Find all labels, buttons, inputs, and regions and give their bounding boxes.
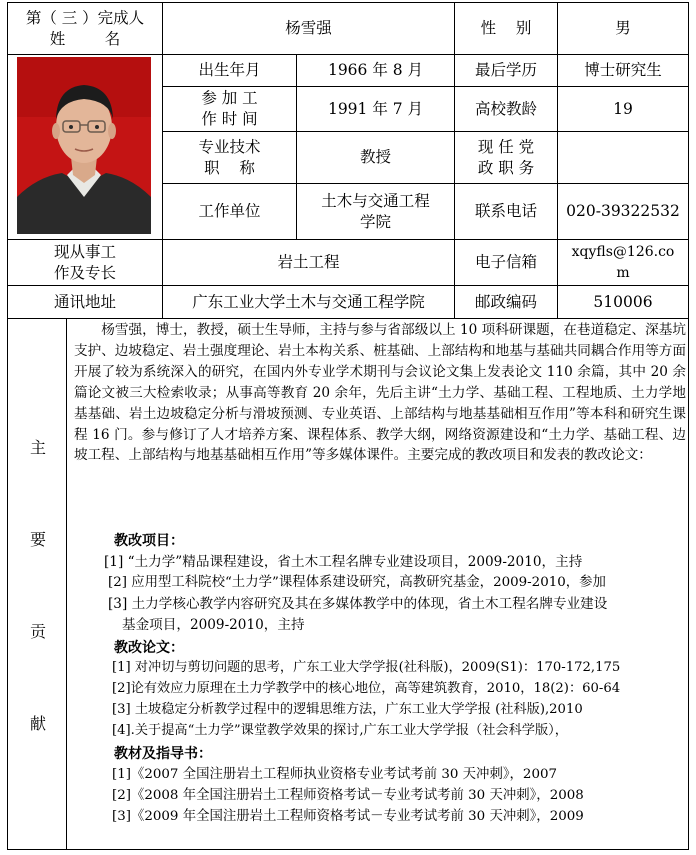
project-item-1: [1] “土力学”精品课程建设，省土木工程名牌专业建设项目，2009-2010，主持 — [104, 553, 583, 570]
unit-value-1: 土木与交通工程 — [321, 191, 430, 210]
field-value: 岩土工程 — [277, 253, 340, 271]
title-value: 教授 — [359, 148, 391, 166]
teaching-years-label: 高校教龄 — [474, 99, 537, 118]
post-label-1: 现 任 党 — [477, 137, 535, 156]
field-label — [8, 240, 162, 285]
field-label-2: 作及专长 — [53, 263, 116, 282]
birth-value: 1966 年 8 月 — [327, 61, 424, 79]
unit-value — [297, 184, 454, 239]
name-label-line2: 姓 名 — [49, 29, 121, 48]
book-item-2: [2]《2008 年全国注册岩土工程师资格考试－专业考试考前 30 天冲刺》，2008 — [112, 787, 584, 803]
contrib-side-2: 要 — [29, 530, 46, 549]
teaching-years-value: 19 — [613, 99, 633, 118]
contrib-paragraph: 杨雪强，博士，教授，硕士生导师，主持与参与省部级以上 10 项科研课题，在巷道稳定、深基坑支护、边坡稳定、岩土强度理论、岩土本构关系、桩基础、上部结构和地基与基础共同耦合作用等方面开展了较为系统深入的研究，在国内外专业学术期刊与会议论文集上发表论文 110 余篇，其中 20 余篇论文被三大检索收录；从事高等教育 20 余年，先后主讲“土力学、基础工程、工程地质、土力学地基基础、岩土边坡稳定分析与滑坡预测、专业英语、上部结构与地基基础相互作用”等本科和研究生课程 16 门。参与修订了人才培养方案、课程体系、教学大纲，网络资源建设和“土力学、基础工程、边坡工程、上部结构与地基基础相互作用”等多媒体课件。主要完成的教改项目和发表的教改论文： — [74, 322, 686, 464]
post-label — [455, 132, 557, 183]
gender-label: 性 别 — [480, 19, 532, 37]
address-label: 通讯地址 — [53, 292, 116, 311]
title-label-1: 专业技术 — [198, 137, 261, 156]
contrib-side-4: 献 — [29, 714, 46, 733]
project-item-3b: 基金项目，2009-2010，主持 — [122, 616, 305, 633]
unit-label: 工作单位 — [198, 202, 261, 220]
degree-label: 最后学历 — [474, 61, 537, 79]
postcode-label: 邮政编码 — [474, 292, 537, 311]
book-item-3: [3]《2009 年全国注册岩土工程师资格考试－专业考试考前 30 天冲刺》，2009 — [112, 808, 584, 824]
heading-papers: 教改论文： — [114, 639, 184, 656]
contrib-side-3: 贡 — [29, 622, 46, 641]
contrib-body — [74, 320, 686, 828]
heading-books: 教材及指导书： — [114, 746, 212, 763]
heading-projects: 教改项目： — [114, 533, 184, 549]
birth-label: 出生年月 — [198, 61, 261, 79]
book-item-1: [1]《2007 全国注册岩土工程师执业资格专业考试考前 30 天冲刺》，2007 — [112, 766, 557, 782]
post-value — [558, 132, 688, 183]
email-value-2: m — [616, 264, 630, 281]
paper-item-1: [1] 对冲切与剪切问题的思考，广东工业大学学报(社科版)，2009(S1)：170-172,175 — [112, 660, 621, 676]
project-item-2: [2] 应用型工科院校“土力学”课程体系建设研究，高教研究基金，2009-2010，参加 — [108, 574, 606, 590]
gender-value: 男 — [615, 19, 631, 37]
paper-item-2: [2]论有效应力原理在土力学教学中的核心地位，高等建筑教育，2010，18(2)：60-64 — [112, 681, 621, 697]
phone-value: 020-39322532 — [566, 202, 680, 220]
paper-item-4: [4].关于提高“土力学”课堂教学效果的探讨,广东工业大学学报（社会科学版）， — [112, 723, 568, 739]
project-item-3a: [3] 土力学核心教学内容研究及其在多媒体教学中的体现，省土木工程名牌专业建设 — [108, 595, 608, 612]
name-label — [8, 3, 162, 54]
contrib-side-1: 主 — [29, 438, 46, 457]
paper-item-3: [3] 土坡稳定分析教学过程中的逻辑思维方法，广东工业大学学报 (社科版),2010 — [112, 702, 583, 718]
work-start-value: 1991 年 7 月 — [327, 99, 424, 118]
email-label: 电子信箱 — [474, 253, 537, 271]
address-value: 广东工业大学土木与交通工程学院 — [192, 292, 425, 311]
work-start-label-1: 参 加 工 — [201, 89, 258, 107]
work-start-label — [163, 87, 296, 131]
email-value-1: xqyfls@126.co — [571, 243, 675, 260]
title-label-2: 职 称 — [204, 158, 255, 177]
name-label-line1: 第（ 三 ）完成人 — [25, 8, 145, 27]
unit-value-2: 学院 — [359, 212, 391, 231]
degree-value: 博士研究生 — [584, 61, 662, 79]
email-value — [558, 240, 688, 285]
work-start-label-2: 作 时 间 — [201, 110, 258, 128]
title-label — [163, 132, 296, 183]
portrait-photo — [17, 57, 151, 234]
phone-label: 联系电话 — [474, 202, 537, 220]
postcode-value: 510006 — [593, 292, 653, 311]
field-label-1: 现从事工 — [53, 242, 116, 261]
person-name: 杨雪强 — [285, 19, 332, 37]
post-label-2: 政 职 务 — [477, 158, 535, 177]
